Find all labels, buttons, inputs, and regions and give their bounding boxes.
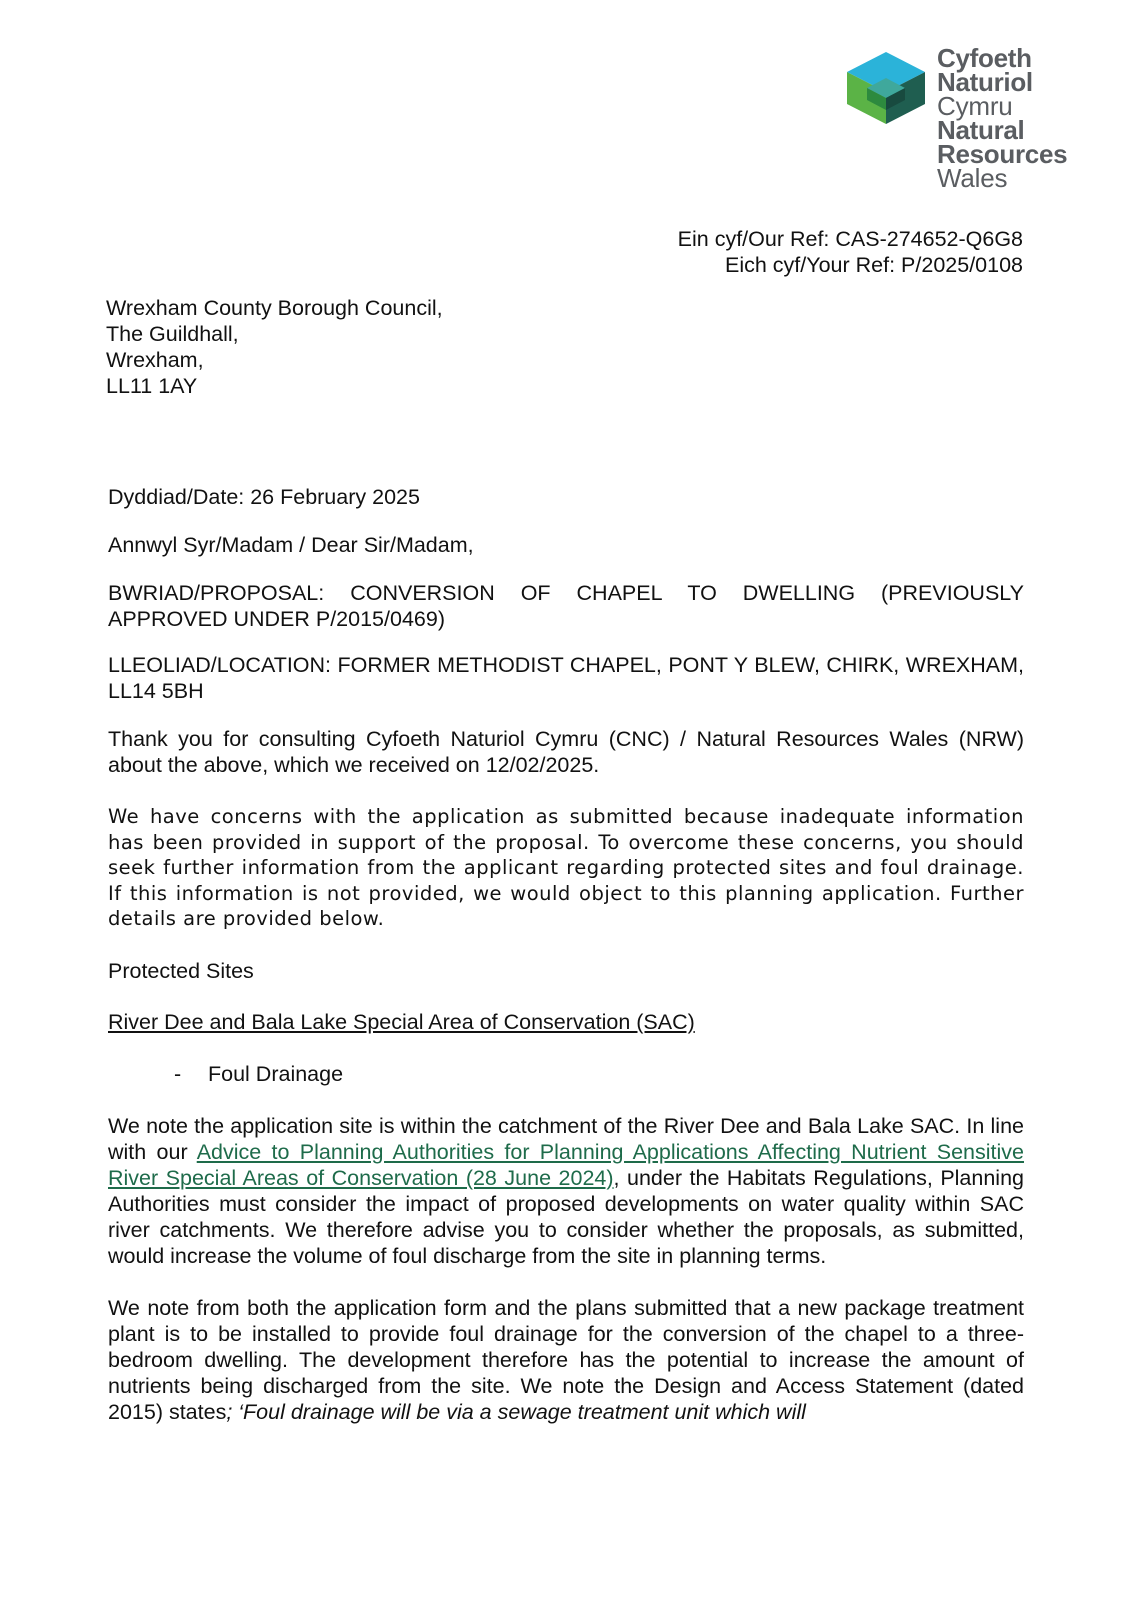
nrw-logo-icon — [845, 50, 927, 126]
logo-line-cymru: Cymru — [937, 91, 1013, 121]
concerns-paragraph: We have concerns with the application as submitted because inadequate information has been provided in support of the proposal. To overcome these concerns, you should seek further information from the applicant regarding protected sites and foul drainage. If this information is not provided, we would object to this planning application. Further details are provided below. — [108, 805, 1024, 930]
foul-drainage-bullet — [108, 1061, 1024, 1087]
address-line: Wrexham, — [106, 348, 204, 372]
thanks-paragraph: Thank you for consulting Cyfoeth Naturiol Cymru (CNC) / Natural Resources Wales (NRW) about the above, which we received on 12/02/2025. — [108, 727, 1024, 777]
address-line: The Guildhall, — [106, 322, 239, 346]
recipient-address — [106, 295, 443, 399]
address-line: Wrexham County Borough Council, — [106, 296, 443, 320]
bullet-text: Foul Drainage — [208, 1061, 344, 1086]
logo-line-wales: Wales — [937, 163, 1008, 193]
bullet-dash: - — [174, 1061, 182, 1086]
your-reference: Eich cyf/Your Ref: P/2025/0108 — [724, 253, 1023, 277]
protected-sites-heading: Protected Sites — [108, 958, 254, 983]
sac-heading: River Dee and Bala Lake Special Area of Conservation (SAC) — [108, 1009, 695, 1034]
logo-line-resources: Resources — [937, 139, 1068, 169]
proposal-line: BWRIAD/PROPOSAL: CONVERSION OF CHAPEL TO DWELLING (PREVIOUSLY APPROVED UNDER P/2015/0469) — [108, 581, 1024, 631]
location-line: LLEOLIAD/LOCATION: FORMER METHODIST CHAPEL, PONT Y BLEW, CHIRK, WREXHAM, LL14 5BH — [108, 653, 1024, 703]
salutation: Annwyl Syr/Madam / Dear Sir/Madam, — [108, 533, 474, 557]
package-plant-text: We note from both the application form and the plans submitted that a new package treatment plant is to be installed to provide foul drainage for the conversion of the chapel to a three-bedroom dwelling. The development therefore has the potential to increase the amount of nutrients being discharged from the site. We note the Design and Access Statement (dated 2015) states — [108, 1295, 1024, 1424]
letter-date: Dyddiad/Date: 26 February 2025 — [108, 485, 420, 509]
letter-body — [108, 484, 1024, 1425]
logo-wordmark — [937, 43, 1068, 193]
design-statement-quote: ; ‘Foul drainage will be via a sewage treatment unit which will — [226, 1399, 806, 1424]
nrw-logo — [845, 43, 1085, 206]
catchment-text-end: , under the Habitats Regulations, Planning Authorities must consider the impact of proposed developments on water quality within SAC river catchments. We therefore advise you to consider whether the proposals, as submitted, would increase the volume of foul discharge from the site in planning terms. — [108, 1165, 1024, 1268]
address-line: LL11 1AY — [106, 374, 198, 398]
reference-block — [678, 226, 1023, 278]
package-plant-paragraph — [108, 1295, 1024, 1425]
catchment-paragraph — [108, 1113, 1024, 1269]
logo-line-cyfoeth: Cyfoeth — [937, 43, 1032, 73]
logo-line-natural: Natural — [937, 115, 1025, 145]
our-reference: Ein cyf/Our Ref: CAS-274652-Q6G8 — [677, 227, 1023, 251]
logo-line-naturiol: Naturiol — [937, 67, 1033, 97]
advice-link[interactable]: Advice to Planning Authorities for Planning Applications Affecting Nutrient Sensitive River Special Areas of Conservation (28 June 2024) — [108, 1139, 1024, 1190]
catchment-text-start: We note the application site is within the catchment of the River Dee and Bala Lake SAC. In line with our — [108, 1113, 1024, 1164]
